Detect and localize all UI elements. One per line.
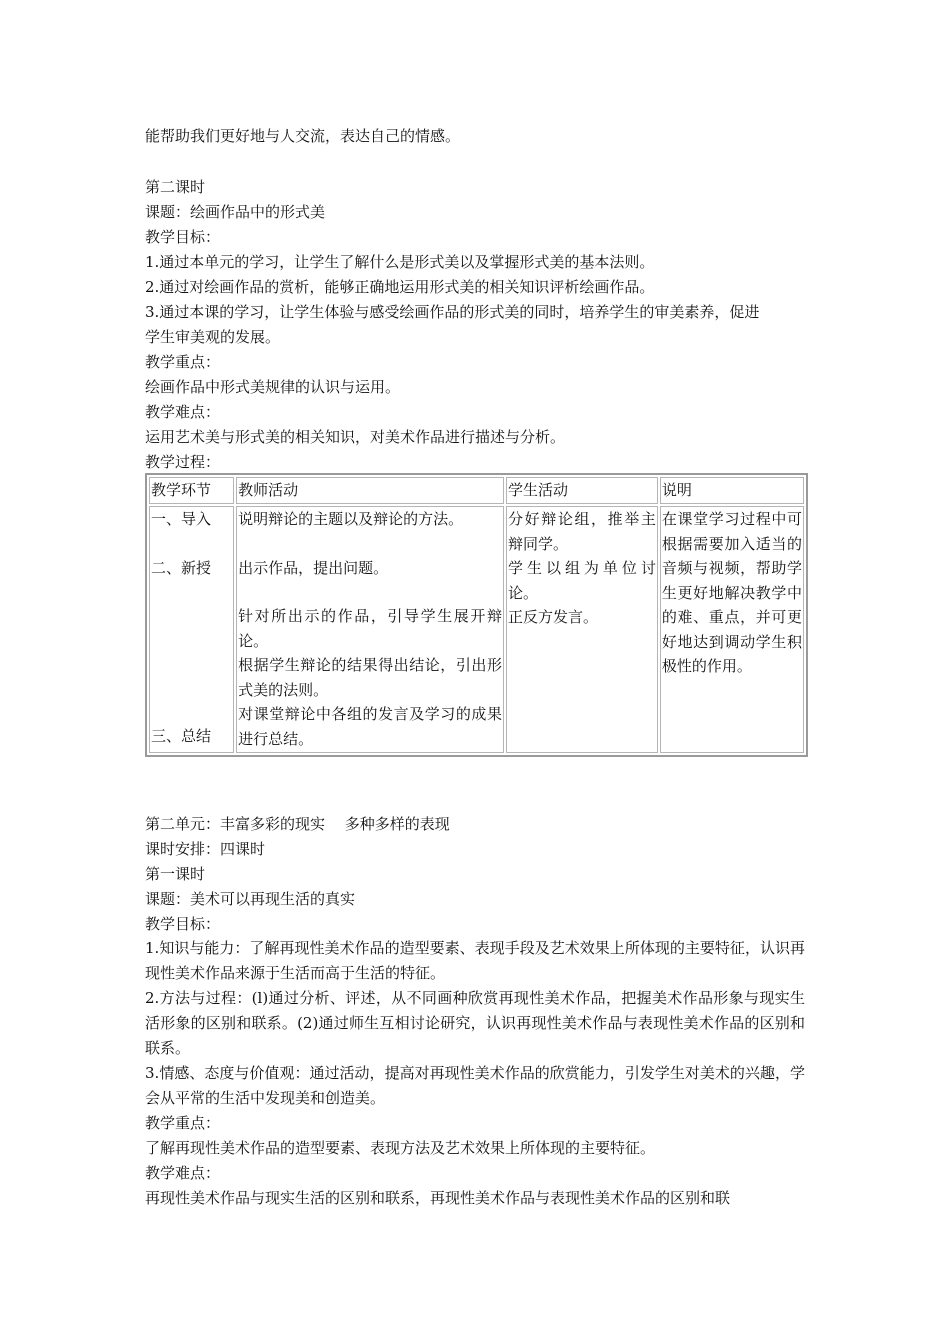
student-cell — [506, 506, 658, 753]
student-activity-2: 学生以组为单位讨论。 — [507, 559, 656, 602]
lesson2-heading: 第二课时 — [145, 178, 206, 196]
lesson2-goal-3a: 3.通过本课的学习，让学生体验与感受绘画作品的形式美的同时，培养学生的审美素养，促进 — [145, 303, 760, 321]
table-header-row — [149, 477, 804, 504]
lesson2-topic: 课题：绘画作品中的形式美 — [145, 203, 326, 221]
unit2-difficult-label: 教学难点： — [145, 1164, 221, 1182]
unit2-goal-1: 1.知识与能力：了解再现性美术作品的造型要素、表现手段及艺术效果上所体现的主要特征，认识再现性美术作品来源于生活而高于生活的特征。 — [145, 939, 805, 982]
header-student: 学生活动 — [506, 477, 658, 504]
header-note: 说明 — [660, 477, 804, 504]
table-body-row — [149, 506, 804, 753]
stage-cell — [149, 506, 234, 753]
student-activity-1: 分好辩论组，推举主辩同学。 — [507, 510, 656, 553]
unit2-topic: 课题：美术可以再现生活的真实 — [145, 890, 356, 908]
lesson2-key: 绘画作品中形式美规律的认识与运用。 — [145, 378, 401, 396]
unit2-schedule: 课时安排：四课时 — [145, 840, 266, 858]
stage-summary: 三、总结 — [151, 727, 212, 745]
teacher-activity-5: 对课堂辩论中各组的发言及学习的成果进行总结。 — [238, 705, 502, 748]
unit2-difficult: 再现性美术作品与现实生活的区别和联系，再现性美术作品与表现性美术作品的区别和联 — [145, 1189, 731, 1207]
unit2-heading: 第二单元：丰富多彩的现实 多种多样的表现 — [145, 815, 450, 833]
stage-new: 二、新授 — [151, 558, 212, 577]
unit2-goals-label: 教学目标： — [145, 915, 221, 933]
unit2-key: 了解再现性美术作品的造型要素、表现方法及艺术效果上所体现的主要特征。 — [145, 1139, 656, 1157]
note-cell: 在课堂学习过程中可根据需要加入适当的音频与视频，帮助学生更好地解决教学中的难、重点，并可更好地达到调动学生积极性的作用。 — [660, 506, 804, 753]
lesson2-process-label: 教学过程： — [145, 453, 221, 471]
unit2-goal-3: 3.情感、态度与价值观：通过活动，提高对再现性美术作品的欣赏能力，引发学生对美术的兴趣，学会从平常的生活中发现美和创造美。 — [145, 1064, 805, 1107]
stage-intro: 一、导入 — [151, 510, 212, 528]
lesson2-goal-1: 1.通过本单元的学习，让学生了解什么是形式美以及掌握形式美的基本法则。 — [145, 253, 655, 271]
teaching-process-table — [145, 473, 808, 757]
teacher-cell — [236, 506, 504, 753]
student-activity-3: 正反方发言。 — [507, 608, 598, 626]
lesson2-goal-3b: 学生审美观的发展。 — [145, 328, 281, 346]
lesson2-difficult: 运用艺术美与形式美的相关知识，对美术作品进行描述与分析。 — [145, 428, 566, 446]
lesson2-key-label: 教学重点： — [145, 353, 221, 371]
teacher-activity-3: 针对所出示的作品，引导学生展开辩论。 — [238, 607, 502, 650]
header-stage: 教学环节 — [149, 477, 234, 504]
unit2-goal-2: 2.方法与过程：(l)通过分析、评述，从不同画种欣赏再现性美术作品，把握美术作品形象与现实生活形象的区别和联系。(2)通过师生互相讨论研究，认识再现性美术作品与表现性美术作品的区别和联系。 — [145, 989, 805, 1057]
lesson2-goal-2: 2.通过对绘画作品的赏析，能够正确地运用形式美的相关知识评析绘画作品。 — [145, 278, 655, 296]
header-teacher: 教师活动 — [236, 477, 504, 504]
continuation-line: 能帮助我们更好地与人交流，表达自己的情感。 — [145, 127, 461, 145]
lesson2-difficult-label: 教学难点： — [145, 403, 221, 421]
teacher-activity-2: 出示作品，提出问题。 — [238, 558, 389, 577]
unit2-lesson1: 第一课时 — [145, 865, 206, 883]
teacher-activity-1: 说明辩论的主题以及辩论的方法。 — [238, 510, 464, 528]
lesson2-goals-label: 教学目标： — [145, 228, 221, 246]
unit2-key-label: 教学重点： — [145, 1114, 221, 1132]
teacher-activity-4: 根据学生辩论的结果得出结论，引出形式美的法则。 — [238, 656, 502, 699]
